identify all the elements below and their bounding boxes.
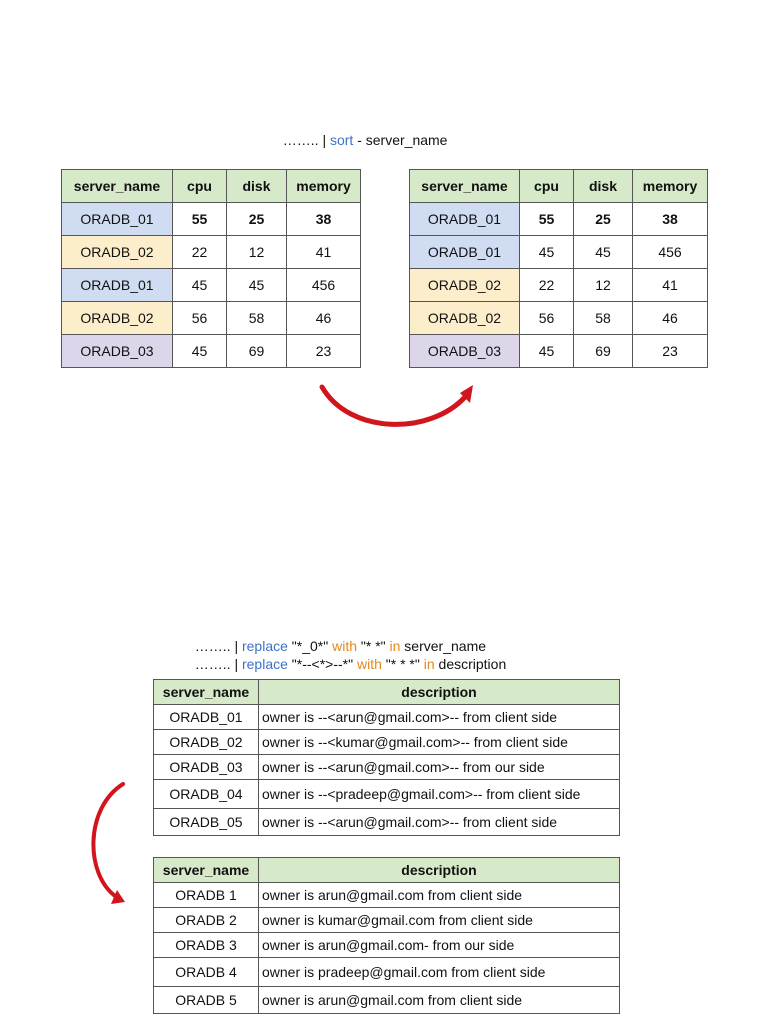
replace-command-2	[187, 639, 506, 673]
table-after-sort	[409, 169, 708, 368]
table-row	[410, 335, 708, 368]
col-description: description	[259, 858, 620, 883]
col-server-name: server_name	[154, 858, 259, 883]
cell-server: ORADB_02	[154, 730, 259, 755]
col-disk: disk	[227, 170, 287, 203]
cmd-text: "*--<*>--*"	[287, 656, 357, 672]
table-row	[62, 203, 361, 236]
cell-server: ORADB_03	[62, 335, 173, 368]
cell-description: owner is kumar@gmail.com from client side	[259, 908, 620, 933]
col-server-name: server_name	[410, 170, 520, 203]
cell-memory: 46	[287, 302, 361, 335]
col-memory: memory	[633, 170, 708, 203]
cell-server: ORADB_02	[410, 269, 520, 302]
table-row	[154, 958, 620, 987]
cell-memory: 23	[287, 335, 361, 368]
cmd-rest: - server_name	[353, 132, 448, 148]
table-row	[410, 269, 708, 302]
cell-cpu: 45	[520, 335, 574, 368]
cell-server: ORADB 5	[154, 987, 259, 1014]
cell-description: owner is pradeep@gmail.com from client side	[259, 958, 620, 987]
cmd-text: description	[434, 656, 507, 672]
table-row	[154, 987, 620, 1014]
replace-keyword: replace	[241, 638, 288, 654]
cell-cpu: 45	[173, 335, 227, 368]
cell-disk: 12	[574, 269, 633, 302]
cell-cpu: 56	[520, 302, 574, 335]
cell-server: ORADB_01	[410, 236, 520, 269]
in-keyword: in	[423, 656, 435, 672]
cell-description: owner is --<arun@gmail.com>-- from client side	[259, 809, 620, 836]
cell-description: owner is --<arun@gmail.com>-- from client side	[259, 705, 620, 730]
cell-server: ORADB_02	[62, 302, 173, 335]
cell-memory: 41	[633, 269, 708, 302]
cell-memory: 41	[287, 236, 361, 269]
cell-disk: 25	[227, 203, 287, 236]
table-row	[154, 730, 620, 755]
table-header-row	[154, 858, 620, 883]
cell-cpu: 22	[520, 269, 574, 302]
table-row	[154, 755, 620, 780]
in-keyword: in	[389, 638, 401, 654]
table-row	[62, 269, 361, 302]
with-keyword: with	[356, 656, 382, 672]
table-row	[410, 236, 708, 269]
cell-description: owner is arun@gmail.com from client side	[259, 883, 620, 908]
cmd-prefix: …….. |	[282, 132, 330, 148]
cell-memory: 456	[633, 236, 708, 269]
cmd-prefix: …….. |	[194, 656, 242, 672]
cell-server: ORADB_01	[410, 203, 520, 236]
cell-disk: 69	[227, 335, 287, 368]
table-after-replace	[153, 857, 620, 1014]
cell-server: ORADB_03	[410, 335, 520, 368]
table-row	[62, 335, 361, 368]
curved-arrow-right-icon	[310, 375, 480, 435]
cell-disk: 69	[574, 335, 633, 368]
cell-disk: 58	[574, 302, 633, 335]
cell-server: ORADB_02	[62, 236, 173, 269]
cell-description: owner is --<pradeep@gmail.com>-- from client side	[259, 780, 620, 809]
cell-server: ORADB_03	[154, 755, 259, 780]
table-row	[154, 933, 620, 958]
sort-command	[275, 115, 447, 149]
sort-keyword: sort	[329, 132, 354, 148]
cell-server: ORADB_04	[154, 780, 259, 809]
cell-memory: 23	[633, 335, 708, 368]
cell-disk: 12	[227, 236, 287, 269]
table-row	[154, 705, 620, 730]
table-row	[154, 780, 620, 809]
cmd-text: server_name	[400, 638, 487, 654]
col-disk: disk	[574, 170, 633, 203]
cell-server: ORADB 3	[154, 933, 259, 958]
cell-memory: 38	[287, 203, 361, 236]
cell-cpu: 45	[520, 236, 574, 269]
table-before-replace	[153, 679, 620, 836]
table-header-row	[62, 170, 361, 203]
cell-memory: 456	[287, 269, 361, 302]
cell-disk: 25	[574, 203, 633, 236]
col-description: description	[259, 680, 620, 705]
cell-server: ORADB_05	[154, 809, 259, 836]
cmd-text: "*_0*"	[287, 638, 333, 654]
cmd-text: "* * *"	[381, 656, 424, 672]
cell-memory: 38	[633, 203, 708, 236]
cell-description: owner is arun@gmail.com from client side	[259, 987, 620, 1014]
table-before-sort	[61, 169, 361, 368]
cell-server: ORADB 1	[154, 883, 259, 908]
table-row	[154, 883, 620, 908]
replace-keyword: replace	[241, 656, 288, 672]
cell-server: ORADB_02	[410, 302, 520, 335]
table-row	[62, 236, 361, 269]
cell-server: ORADB 2	[154, 908, 259, 933]
table-row	[154, 908, 620, 933]
cell-server: ORADB_01	[154, 705, 259, 730]
table-header-row	[154, 680, 620, 705]
cell-cpu: 56	[173, 302, 227, 335]
curved-arrow-down-icon	[85, 778, 135, 908]
cell-memory: 46	[633, 302, 708, 335]
table-row	[62, 302, 361, 335]
cell-server: ORADB_01	[62, 203, 173, 236]
cell-disk: 58	[227, 302, 287, 335]
cell-disk: 45	[574, 236, 633, 269]
with-keyword: with	[332, 638, 357, 654]
cell-disk: 45	[227, 269, 287, 302]
cell-cpu: 22	[173, 236, 227, 269]
cmd-prefix: …….. |	[194, 638, 242, 654]
cmd-text: "* *"	[357, 638, 390, 654]
col-server-name: server_name	[62, 170, 173, 203]
table-row	[154, 809, 620, 836]
table-row	[410, 203, 708, 236]
col-cpu: cpu	[520, 170, 574, 203]
cell-cpu: 55	[520, 203, 574, 236]
cell-server: ORADB 4	[154, 958, 259, 987]
cell-server: ORADB_01	[62, 269, 173, 302]
col-memory: memory	[287, 170, 361, 203]
cell-cpu: 55	[173, 203, 227, 236]
cell-cpu: 45	[173, 269, 227, 302]
cell-description: owner is --<kumar@gmail.com>-- from client side	[259, 730, 620, 755]
cell-description: owner is arun@gmail.com- from our side	[259, 933, 620, 958]
col-cpu: cpu	[173, 170, 227, 203]
col-server-name: server_name	[154, 680, 259, 705]
table-header-row	[410, 170, 708, 203]
cell-description: owner is --<arun@gmail.com>-- from our side	[259, 755, 620, 780]
table-row	[410, 302, 708, 335]
